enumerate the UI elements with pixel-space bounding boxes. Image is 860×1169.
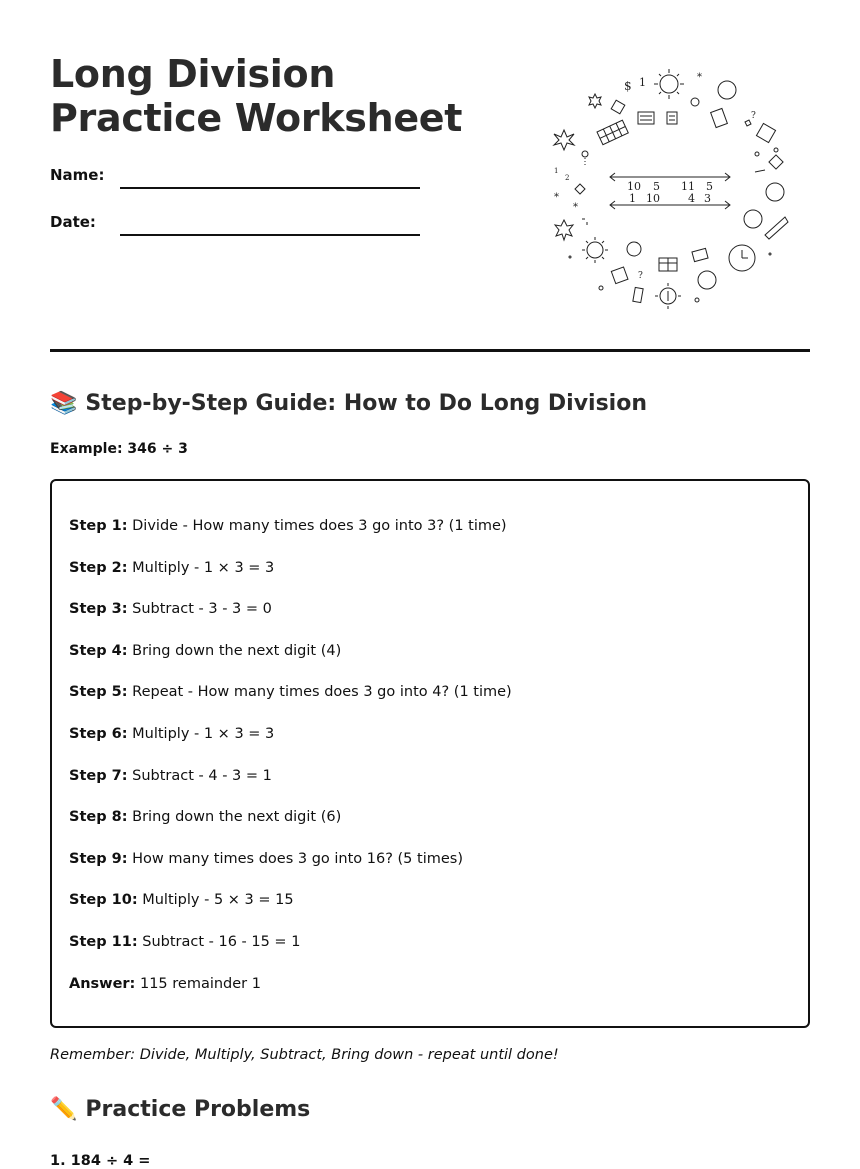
dot-icon	[582, 151, 588, 157]
page-title: Long Division Practice Worksheet	[50, 52, 463, 140]
books-icon: 📚	[50, 391, 78, 416]
dot-icon	[599, 286, 603, 290]
step-item	[69, 809, 341, 825]
step-text: Multiply - 5 × 3 = 15	[137, 892, 294, 908]
dot-icon	[769, 253, 771, 255]
clock-icon	[698, 271, 716, 289]
step-item	[69, 684, 512, 700]
lightbulb-icon	[718, 81, 736, 99]
pencil-icon: ✏️	[50, 1097, 78, 1122]
step-item	[69, 518, 507, 534]
step-label: Step 1:	[69, 518, 128, 534]
sun-icon	[655, 283, 681, 309]
answer-label: Answer:	[69, 976, 136, 992]
card-icon	[633, 287, 643, 302]
diamond-icon	[756, 123, 775, 142]
step-text: Bring down the next digit (4)	[127, 643, 342, 659]
notepad-icon	[638, 112, 654, 124]
date-label: Date:	[50, 213, 96, 231]
guide-heading	[50, 391, 647, 416]
step-label: Step 11:	[69, 934, 138, 950]
asterisk-icon: *	[697, 72, 702, 83]
step-item	[69, 560, 274, 576]
dot-icon	[569, 256, 571, 258]
reminder-text: Remember: Divide, Multiply, Subtract, Bring down - repeat until done!	[50, 1047, 559, 1063]
step-text: Repeat - How many times does 3 go into 4? (1 time)	[127, 684, 512, 700]
asterisk-icon: *	[573, 202, 578, 213]
calculator-icon	[597, 120, 628, 145]
answer-item	[69, 976, 261, 992]
dot-icon	[755, 152, 759, 156]
box-icon	[611, 267, 628, 284]
step-item	[69, 601, 272, 617]
square-icon	[611, 100, 625, 114]
sun-icon	[582, 237, 608, 263]
step-label: Step 10:	[69, 892, 138, 908]
dollar-sign-icon: $	[624, 79, 632, 93]
step-item	[69, 768, 272, 784]
dash-icon	[755, 170, 765, 172]
step-text: Subtract - 3 - 3 = 0	[127, 601, 272, 617]
clock-icon	[744, 210, 762, 228]
name-field[interactable]	[120, 187, 420, 189]
step-item	[69, 892, 294, 908]
guide-heading-text: Step-by-Step Guide: How to Do Long Division	[85, 391, 647, 416]
step-text: Bring down the next digit (6)	[127, 809, 342, 825]
doodle-illustration	[545, 62, 795, 312]
illus-number: 5	[706, 180, 713, 193]
dot-icon	[774, 148, 778, 152]
step-text: Multiply - 1 × 3 = 3	[127, 560, 275, 576]
step-label: Step 2:	[69, 560, 128, 576]
step-item	[69, 643, 341, 659]
star-burst-icon	[589, 94, 601, 108]
sun-icon	[654, 69, 684, 99]
header-divider	[50, 349, 810, 352]
step-label: Step 3:	[69, 601, 128, 617]
notepad-icon	[667, 112, 677, 124]
step-item	[69, 726, 274, 742]
illus-number: 3	[704, 192, 711, 205]
step-text: Subtract - 4 - 3 = 1	[127, 768, 272, 784]
question-mark-icon: ?	[751, 111, 756, 121]
practice-heading	[50, 1097, 310, 1122]
step-label: Step 7:	[69, 768, 128, 784]
diamond-icon	[769, 155, 783, 169]
question-mark-icon: ?	[638, 271, 643, 281]
example-label: Example: 346 ÷ 3	[50, 441, 188, 457]
flower-icon	[627, 242, 641, 256]
step-item	[69, 934, 300, 950]
step-item	[69, 851, 463, 867]
circle-icon	[766, 183, 784, 201]
step-text: Divide - How many times does 3 go into 3? (1 time)	[127, 518, 507, 534]
illus-number: 11	[681, 180, 695, 193]
pencil-doodle-icon	[765, 217, 788, 239]
illus-symbol: 1	[554, 167, 559, 175]
illus-number: 5	[653, 180, 660, 193]
answer-text: 115 remainder 1	[135, 976, 261, 992]
practice-problem: 1. 184 ÷ 4 =	[50, 1153, 151, 1169]
step-label: Step 5:	[69, 684, 128, 700]
card-icon	[692, 248, 708, 261]
step-label: Step 9:	[69, 851, 128, 867]
star-burst-icon	[555, 220, 573, 240]
diamond-icon	[575, 184, 585, 194]
dot-icon	[691, 98, 699, 106]
illus-symbol: 1	[639, 76, 646, 89]
practice-heading-text: Practice Problems	[85, 1097, 311, 1122]
step-text: Multiply - 1 × 3 = 3	[127, 726, 275, 742]
asterisk-icon: *	[554, 192, 559, 203]
illus-number: 10	[646, 192, 660, 205]
date-field[interactable]	[120, 234, 420, 236]
star-burst-icon	[554, 130, 574, 150]
step-text: How many times does 3 go into 16? (5 times)	[127, 851, 463, 867]
step-label: Step 8:	[69, 809, 128, 825]
illus-symbol: 2	[565, 174, 570, 182]
name-label: Name:	[50, 166, 105, 184]
card-icon	[711, 108, 728, 127]
illus-number: 4	[688, 192, 695, 205]
steps-box	[50, 479, 810, 1028]
dot-icon	[695, 298, 699, 302]
illus-number: 10	[627, 180, 641, 193]
illus-number: 1	[629, 192, 636, 205]
step-text: Subtract - 16 - 15 = 1	[137, 934, 301, 950]
step-label: Step 4:	[69, 643, 128, 659]
step-label: Step 6:	[69, 726, 128, 742]
